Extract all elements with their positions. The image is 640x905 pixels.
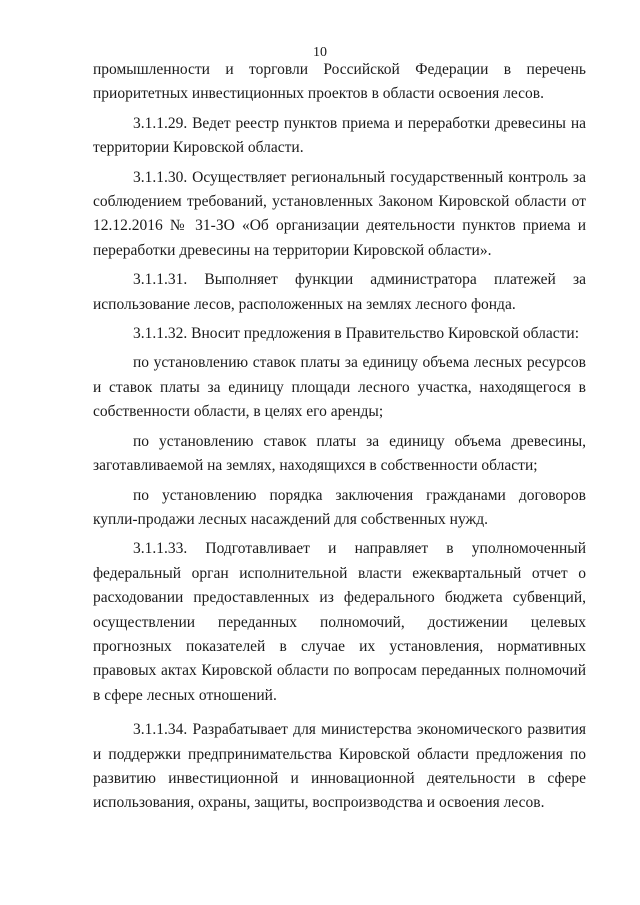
paragraph-continuation: промышленности и торговли Российской Федерации в перечень приоритетных инвестиционных проектов в области освоения лесов.: [93, 61, 586, 103]
page-number: 10: [313, 45, 327, 60]
paragraph-3-1-1-33: 3.1.1.33. Подготавливает и направляет в уполномоченный федеральный орган исполнительной власти ежеквартальный отчет о расходовании предоставленных из федерального бюджета субвенций, осуществлении переданных полномочий, достижении целевых прогнозных показателей в случае их установления, нормативных правовых актах Кировской области по вопросам переданных полномочий в сфере лесных отношений.: [93, 540, 586, 704]
paragraph-3-1-1-29: 3.1.1.29. Ведет реестр пунктов приема и переработки древесины на территории Кировской области.: [93, 114, 586, 157]
list-item-purchase-contracts: по установлению порядка заключения гражданами договоров купли-продажи лесных насаждений для собственных нужд.: [93, 486, 586, 528]
paragraph-3-1-1-34: 3.1.1.34. Разрабатывает для министерства экономического развития и поддержки предпринимательства Кировской области предложения по развитию инвестиционной и инновационной деятельности в сфере использования, охраны, защиты, воспроизводства и освоения лесов.: [93, 721, 586, 812]
paragraph-3-1-1-31: 3.1.1.31. Выполняет функции администратора платежей за использование лесов, расположенных на землях лесного фонда.: [93, 271, 586, 313]
paragraph-3-1-1-30: 3.1.1.30. Осуществляет региональный государственный контроль за соблюдением требований, установленных Законом Кировской области от 12.12.2016 № 31-ЗО «Об организации деятельности пунктов приема и переработки древесины на территории Кировской области».: [93, 168, 586, 259]
list-item-rates-wood: по установлению ставок платы за единицу объема древесины, заготавливаемой на землях, находящихся в собственности области;: [93, 432, 586, 475]
document-body: [93, 58, 586, 816]
list-item-rates-resources: по установлению ставок платы за единицу объема лесных ресурсов и ставок платы за единицу площади лесного участка, находящегося в собственности области, в целях его аренды;: [93, 354, 586, 421]
paragraph-3-1-1-32: 3.1.1.32. Вносит предложения в Правительство Кировской области:: [133, 325, 580, 343]
